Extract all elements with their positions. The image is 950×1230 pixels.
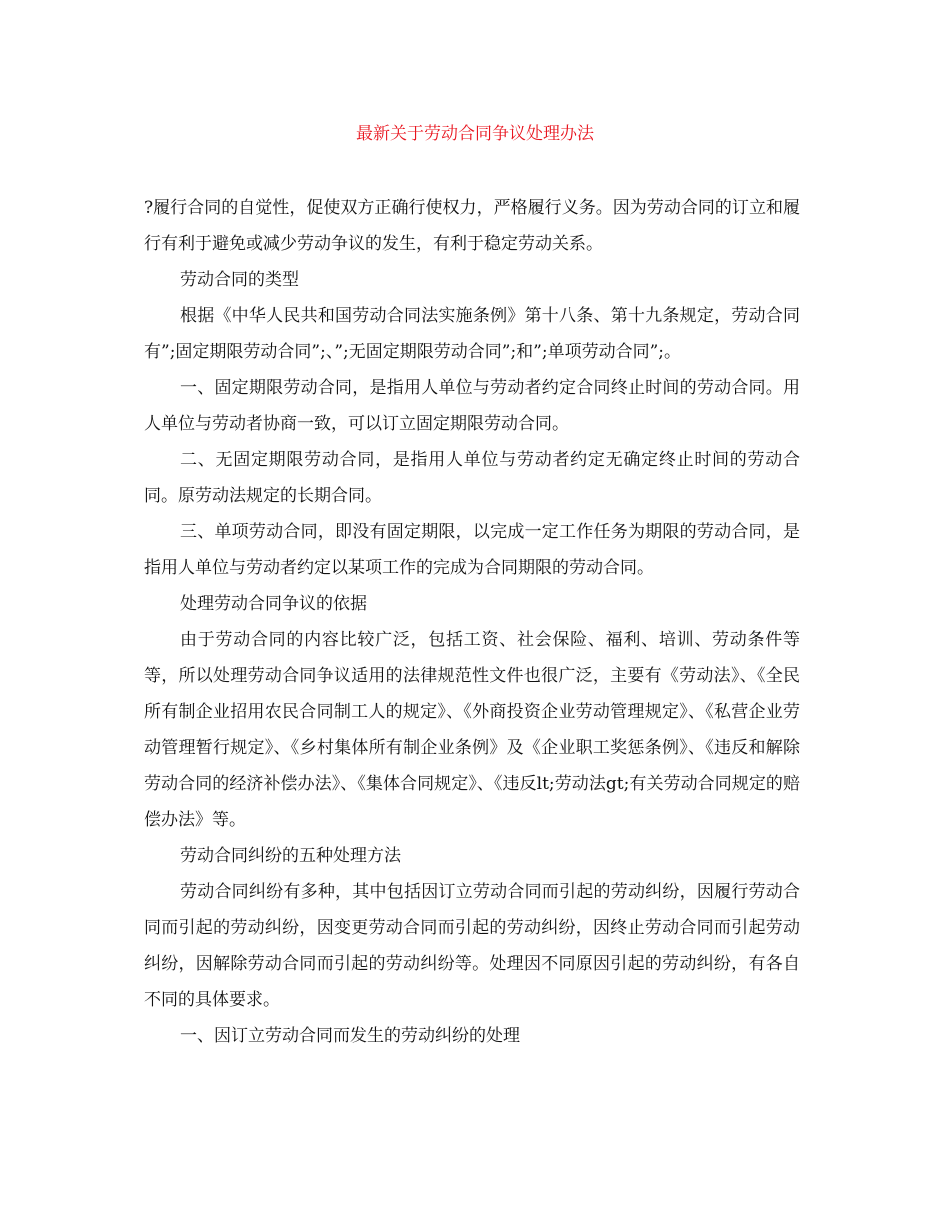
paragraph: 根据《中华人民共和国劳动合同法实施条例》第十八条、第十九条规定，劳动合同有”;固定期限劳动合同”;、”;无固定期限劳动合同”;和”;单项劳动合同”;。 xyxy=(144,306,800,362)
document-title: 最新关于劳动合同争议处理办法 xyxy=(356,124,594,144)
paragraph: ?履行合同的自觉性，促使双方正确行使权力，严格履行义务。因为劳动合同的订立和履行有利于避免或减少劳动争议的发生，有利于稳定劳动关系。 xyxy=(144,198,800,254)
paragraph: 处理劳动合同争议的依据 xyxy=(180,594,367,614)
paragraph: 三、单项劳动合同，即没有固定期限，以完成一定工作任务为期限的劳动合同，是指用人单位与劳动者约定以某项工作的完成为合同期限的劳动合同。 xyxy=(144,522,800,578)
paragraph: 劳动合同的类型 xyxy=(180,270,299,290)
paragraph: 由于劳动合同的内容比较广泛，包括工资、社会保险、福利、培训、劳动条件等等，所以处理劳动合同争议适用的法律规范性文件也很广泛，主要有《劳动法》、《全民所有制企业招用农民合同制工人的规定》、《外商投资企业劳动管理规定》、《私营企业劳动管理暂行规定》、《乡村集体所有制企业条例》及《企业职工奖惩条例》、《违反和解除劳动合同的经济补偿办法》、《集体合同规定》、《违反lt;劳动法gt;有关劳动合同规定的赔偿办法》等。 xyxy=(144,630,800,830)
paragraph: 一、固定期限劳动合同，是指用人单位与劳动者约定合同终止时间的劳动合同。用人单位与劳动者协商一致，可以订立固定期限劳动合同。 xyxy=(144,378,800,434)
paragraph: 二、无固定期限劳动合同，是指用人单位与劳动者约定无确定终止时间的劳动合同。原劳动法规定的长期合同。 xyxy=(144,450,800,506)
paragraph: 劳动合同纠纷有多种，其中包括因订立劳动合同而引起的劳动纠纷，因履行劳动合同而引起的劳动纠纷，因变更劳动合同而引起的劳动纠纷，因终止劳动合同而引起劳动纠纷，因解除劳动合同而引起的劳动纠纷等。处理因不同原因引起的劳动纠纷，有各自不同的具体要求。 xyxy=(144,882,800,1010)
document-body xyxy=(144,190,800,1054)
paragraph: 一、因订立劳动合同而发生的劳动纠纷的处理 xyxy=(180,1026,520,1046)
paragraph: 劳动合同纠纷的五种处理方法 xyxy=(180,846,401,866)
